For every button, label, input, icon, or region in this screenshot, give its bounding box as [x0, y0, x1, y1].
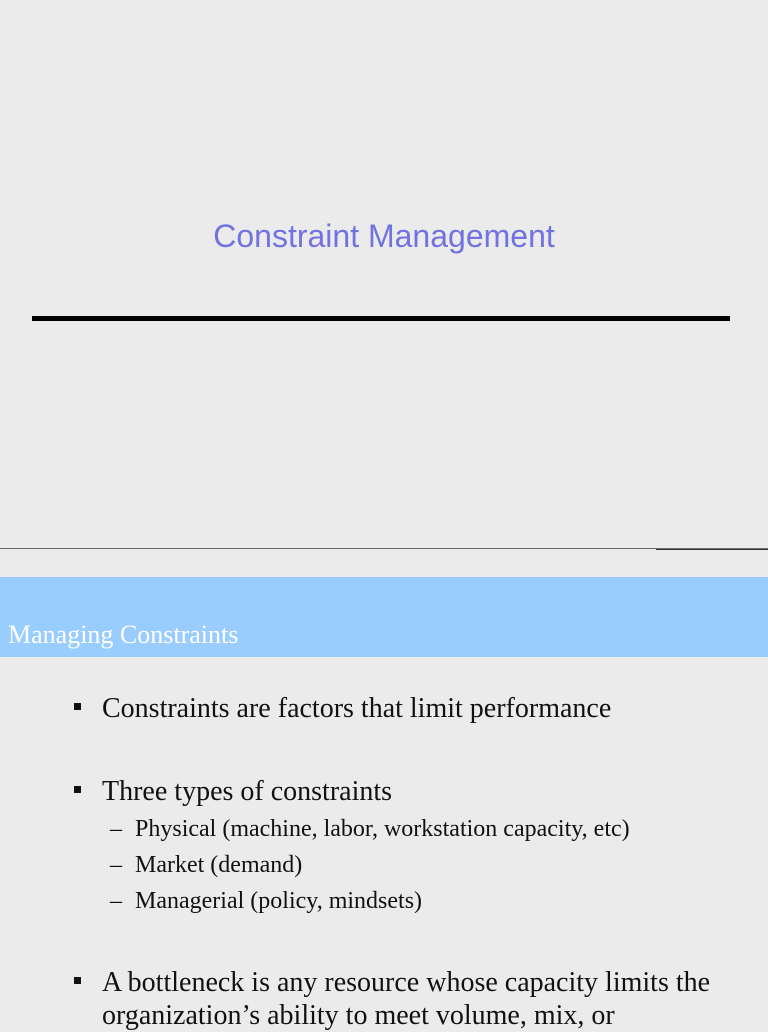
bullet-text: Three types of constraints [102, 776, 393, 807]
bullet-item [74, 692, 734, 725]
bullet-item [74, 966, 734, 1032]
square-bullet-icon [74, 786, 81, 793]
dash-bullet-icon: – [110, 888, 122, 914]
title-underline [32, 316, 730, 321]
dash-bullet-icon: – [110, 852, 122, 878]
sub-bullet-text: Physical (machine, labor, workstation capacity, etc) [135, 816, 630, 842]
content-slide [0, 550, 768, 1031]
sub-bullet-item [110, 814, 730, 844]
sub-bullet-item [110, 886, 730, 916]
sub-bullet-text: Market (demand) [135, 852, 303, 878]
dash-bullet-icon: – [110, 816, 122, 842]
sub-bullet-text: Managerial (policy, mindsets) [135, 888, 423, 914]
bullet-item [74, 775, 734, 808]
bullet-text: A bottleneck is any resource whose capacity limits the organization’s ability to meet volume, mix, or [102, 967, 711, 1031]
square-bullet-icon [74, 703, 81, 710]
sub-bullet-item [110, 850, 730, 880]
bullet-text: Constraints are factors that limit performance [102, 693, 612, 724]
slide-title: Constraint Management [213, 218, 555, 254]
square-bullet-icon [74, 977, 81, 984]
content-slide-title: Managing Constraints [8, 620, 239, 649]
slide-divider [0, 548, 768, 549]
